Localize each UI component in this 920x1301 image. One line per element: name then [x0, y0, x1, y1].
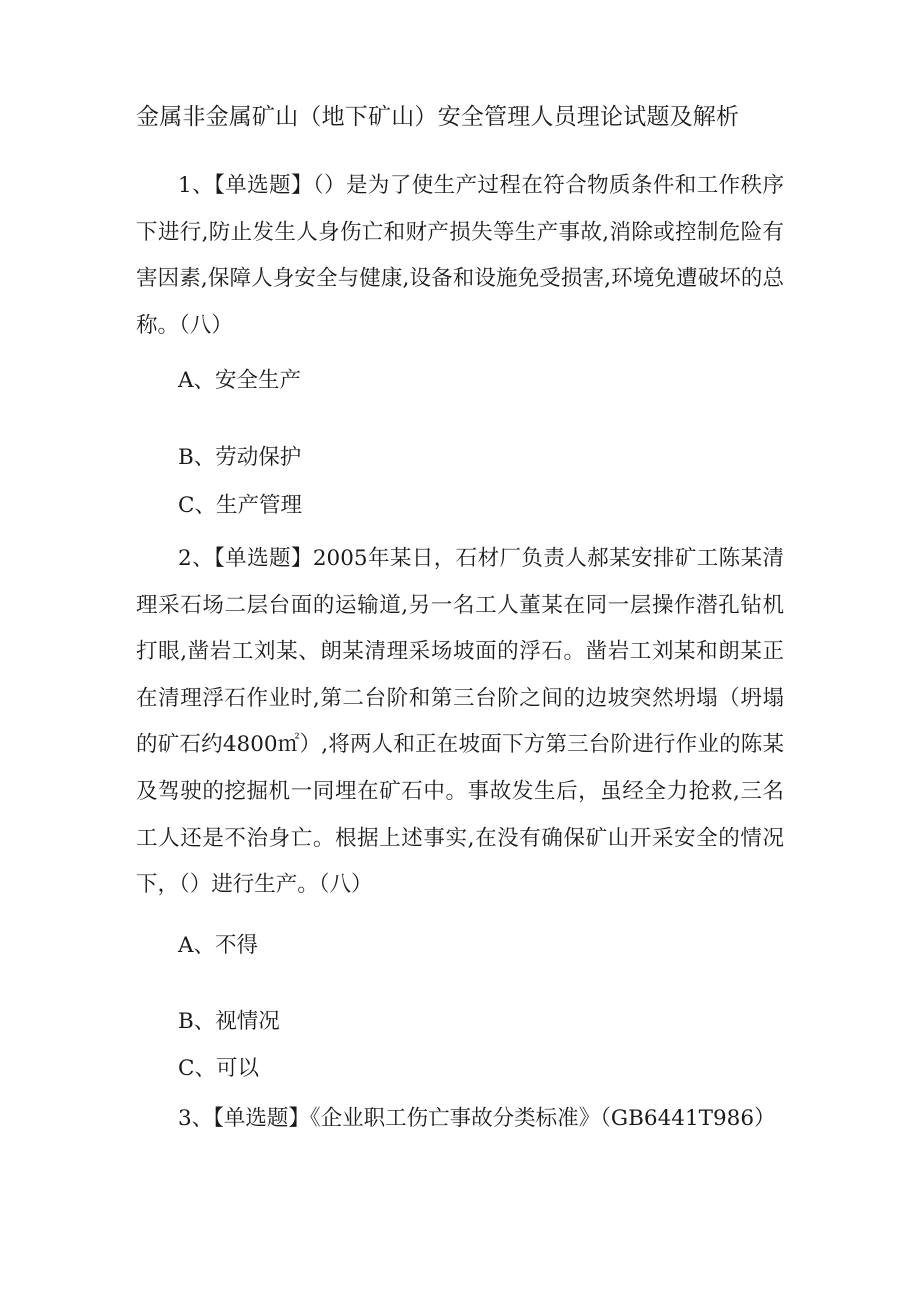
question-1-option-a: A、安全生产: [178, 368, 302, 393]
question-2-option-c: C、可以: [178, 1056, 259, 1081]
question-2-text: 2、【单选题】2005年某日，石材厂负责人郝某安排矿工陈某清理采石场二层台面的运输道,另一名工人董某在同一层操作潜孔钻机打眼,凿岩工刘某、朗某清理采场坡面的浮石。凿岩工刘某和朗某正在清理浮石作业时,第二台阶和第三台阶之间的边坡突然坍塌（坍塌的矿石约4800㎡）,将两人和正在坡面下方第三台阶进行作业的陈某及驾驶的挖掘机一同埋在矿石中。事故发生后，虽经全力抢救,三名工人还是不治身亡。根据上述事实,在没有确保矿山开采安全的情况下，（）进行生产。（八）: [136, 546, 784, 898]
question-2-option-a: A、不得: [178, 933, 259, 958]
question-2-option-b: B、视情况: [178, 1009, 280, 1034]
question-1-text: 1、【单选题】（）是为了使生产过程在符合物质条件和工作秩序下进行,防止发生人身伤亡和财产损失等生产事故,消除或控制危险有害因素,保障人身安全与健康,设备和设施免受损害,环境免遭破坏的总称。（八）: [136, 173, 784, 338]
question-1-option-b: B、劳动保护: [178, 445, 302, 470]
question-3-text: 3、【单选题】《企业职工伤亡事故分类标准》（GB6441T986）: [178, 1106, 776, 1131]
document-title: 金属非金属矿山（地下矿山）安全管理人员理论试题及解析: [136, 104, 740, 130]
question-1-option-c: C、生产管理: [178, 493, 302, 518]
